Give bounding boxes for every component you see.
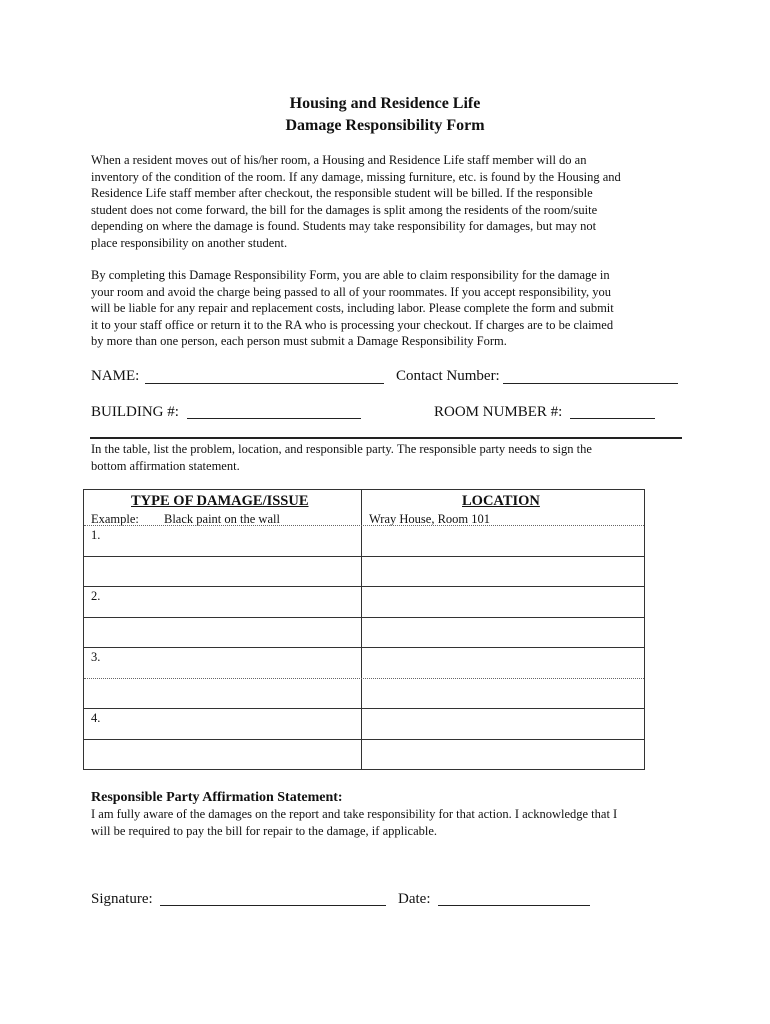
location-cell-3a[interactable] — [362, 648, 644, 678]
affirmation-heading: Responsible Party Affirmation Statement: — [91, 790, 343, 805]
damage-cell-1a[interactable] — [84, 526, 361, 556]
intro-p2-line: By completing this Damage Responsibility Form, you are able to claim responsibility for the damage in — [91, 268, 610, 282]
damage-type-header: TYPE OF DAMAGE/ISSUE — [131, 493, 309, 509]
form-title-line1: Housing and Residence Life — [289, 95, 481, 112]
damage-cell-2b[interactable] — [84, 618, 361, 647]
row-number: 2. — [91, 589, 101, 603]
row-number: 4. — [91, 711, 101, 725]
intro-p2-line: by more than one person, each person must submit a Damage Responsibility Form. — [91, 334, 507, 348]
room-number-field[interactable] — [570, 418, 655, 419]
building-field[interactable] — [187, 418, 361, 419]
affirmation-text — [91, 806, 686, 839]
intro-p1-line: When a resident moves out of his/her room, a Housing and Residence Life staff member will do an — [91, 153, 587, 167]
location-cell-1a[interactable] — [362, 526, 644, 556]
intro-p1-line: Residence Life staff member after checkout, the responsible student will be billed. If the responsible — [91, 186, 593, 200]
damage-cell-1b[interactable] — [84, 557, 361, 586]
room-number-label: ROOM NUMBER #: — [434, 404, 563, 420]
name-label: NAME: — [91, 368, 140, 384]
contact-number-field[interactable] — [503, 383, 678, 384]
intro-p1-line: inventory of the condition of the room. If any damage, missing furniture, etc. is found by the Housing and — [91, 169, 621, 184]
example-location: Wray House, Room 101 — [369, 512, 491, 526]
table-instructions — [91, 441, 686, 474]
damage-cell-4a[interactable] — [84, 709, 361, 739]
row-number: 1. — [91, 528, 101, 542]
location-cell-2b[interactable] — [362, 618, 644, 647]
damage-table — [83, 489, 645, 770]
section-divider — [90, 437, 682, 439]
location-cell-3b[interactable] — [362, 679, 644, 708]
location-cell-2a[interactable] — [362, 587, 644, 617]
intro-paragraph-1 — [91, 152, 686, 251]
date-label: Date: — [398, 891, 431, 907]
location-cell-1b[interactable] — [362, 557, 644, 586]
date-field[interactable] — [438, 905, 590, 906]
location-cell-4a[interactable] — [362, 709, 644, 739]
intro-p2-line: it to your staff office or return it to the RA who is processing your checkout. If charges are to be claimed — [91, 317, 614, 332]
affirmation-line: will be required to pay the bill for repair to the damage, if applicable. — [91, 823, 438, 838]
table-instructions-line: bottom affirmation statement. — [91, 458, 240, 473]
intro-p1-line: student does not come forward, the bill for the damages is split among the residents of the room/suite — [91, 202, 598, 217]
affirmation-line: I am fully aware of the damages on the report and take responsibility for that action. I acknowledge that I — [91, 807, 618, 821]
location-header: LOCATION — [462, 493, 540, 509]
signature-field[interactable] — [160, 905, 386, 906]
location-cell-4b[interactable] — [362, 740, 644, 769]
form-title-line2: Damage Responsibility Form — [285, 117, 485, 134]
damage-cell-4b[interactable] — [84, 740, 361, 769]
table-instructions-line: In the table, list the problem, location, and responsible party. The responsible party needs to sign the — [91, 442, 592, 456]
intro-p1-line: place responsibility on another student. — [91, 235, 288, 250]
row-number: 3. — [91, 650, 101, 664]
example-damage: Black paint on the wall — [164, 512, 280, 526]
damage-cell-2a[interactable] — [84, 587, 361, 617]
damage-cell-3b[interactable] — [84, 679, 361, 708]
contact-number-label: Contact Number: — [396, 368, 500, 384]
name-field[interactable] — [145, 383, 384, 384]
example-label: Example: — [91, 512, 139, 526]
intro-p2-line: your room and avoid the charge being passed to all of your roommates. If you accept responsibility, you — [91, 284, 612, 299]
signature-label: Signature: — [91, 891, 153, 907]
intro-paragraph-2 — [91, 267, 686, 350]
building-label: BUILDING #: — [91, 404, 179, 420]
intro-p2-line: will be liable for any repair and replacement costs, including labor. Please complete the form and submit — [91, 301, 614, 315]
damage-cell-3a[interactable] — [84, 648, 361, 678]
intro-p1-line: depending on where the damage is found. Students may take responsibility for damages, but may not — [91, 219, 597, 233]
